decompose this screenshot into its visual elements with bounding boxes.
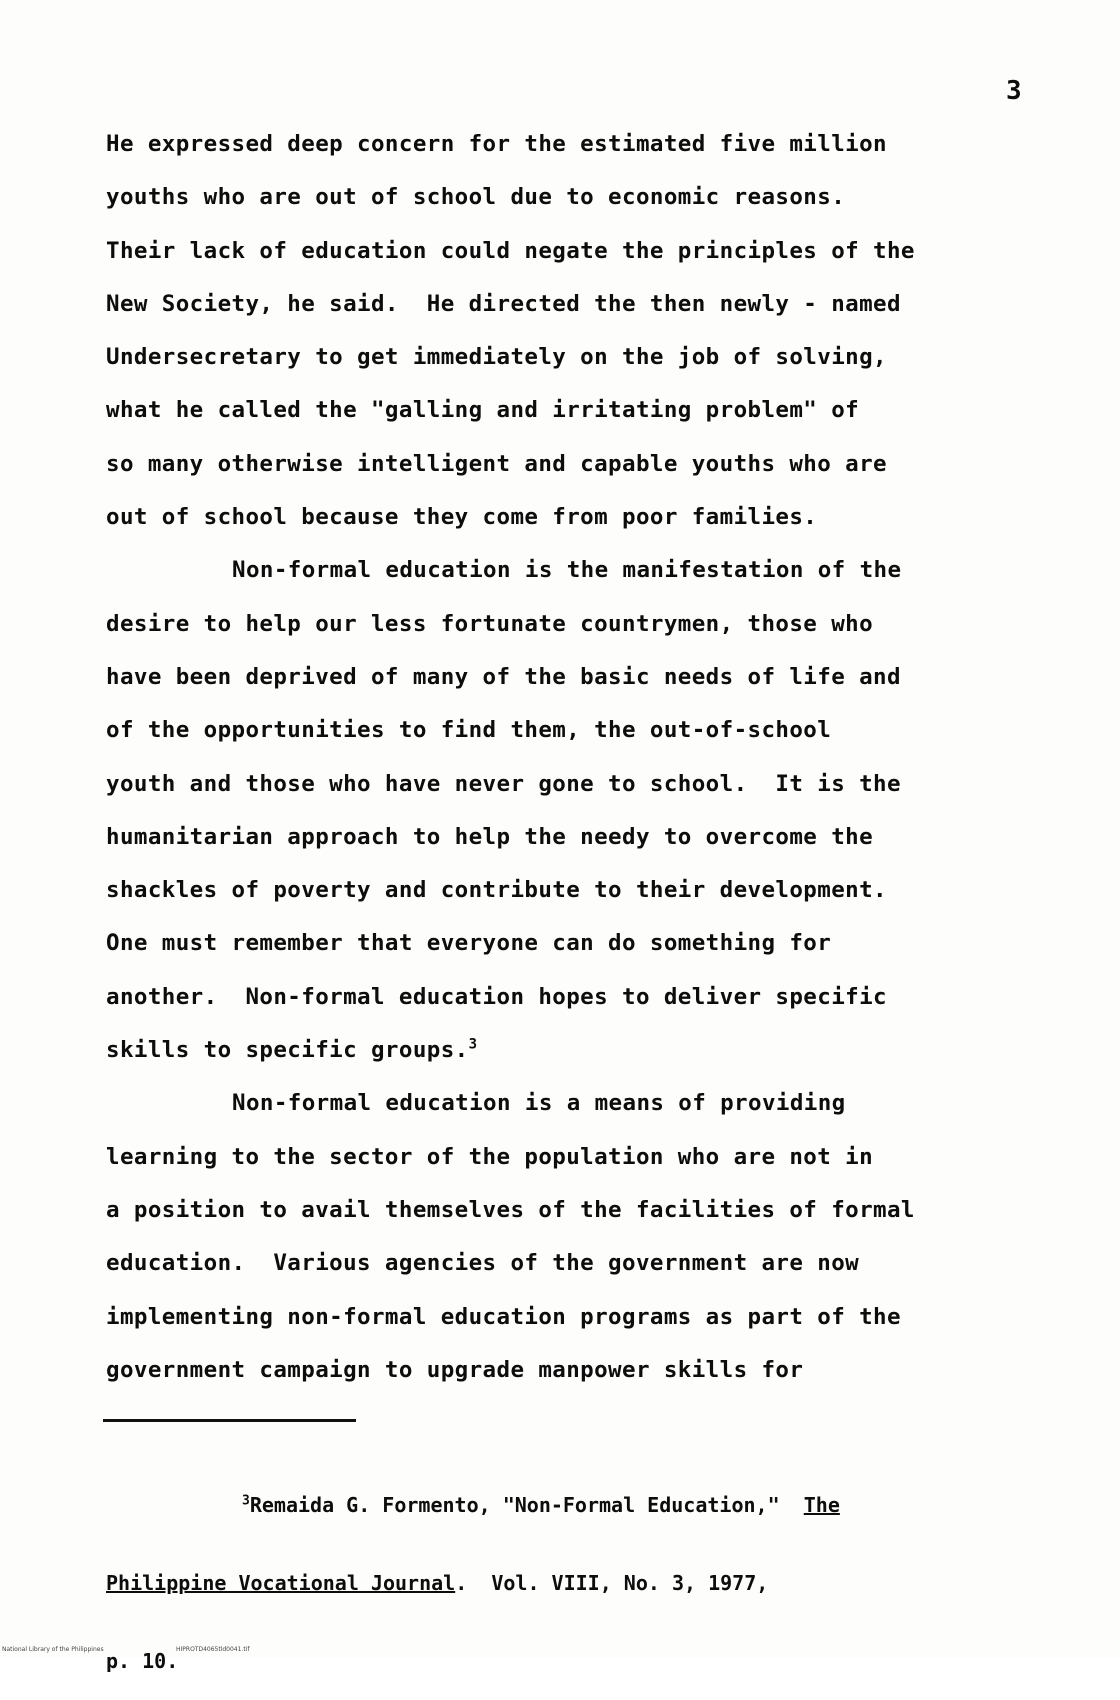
- footnote: [106, 1440, 1036, 1700]
- text-line: what he called the "galling and irritating problem" of: [106, 397, 860, 424]
- footnote-divider: [103, 1419, 356, 1422]
- text-line: so many otherwise intelligent and capable youths who are: [106, 450, 887, 477]
- footer-file: HIPROTD4065tld0041.tif: [176, 1646, 250, 1653]
- text-line: Undersecretary to get immediately on the job of solving,: [106, 344, 887, 371]
- text-line: government campaign to upgrade manpower skills for: [106, 1356, 804, 1383]
- text-line: Non-formal education is the manifestation of the: [232, 557, 902, 584]
- footer-library: National Library of the Philippines: [2, 1646, 104, 1653]
- text-line: humanitarian approach to help the needy to overcome the: [106, 823, 874, 850]
- text-line: youth and those who have never gone to school. It is the: [106, 770, 901, 797]
- text-line: another. Non-formal education hopes to deliver specific: [106, 983, 887, 1010]
- text-line: Their lack of education could negate the principles of the: [106, 237, 915, 264]
- text-line: of the opportunities to find them, the out-of-school: [106, 717, 832, 744]
- footnote-details: . Vol. VIII, No. 3, 1977,: [455, 1571, 769, 1595]
- footnote-line: [106, 1570, 1036, 1596]
- text-line: implementing non-formal education programs as part of the: [106, 1303, 901, 1330]
- text-line: education. Various agencies of the government are now: [106, 1250, 860, 1277]
- text-line: out of school because they come from poor families.: [106, 504, 818, 531]
- footnote-journal: Philippine Vocational Journal: [106, 1571, 456, 1595]
- text-line: One must remember that everyone can do something for: [106, 930, 832, 957]
- text-line: shackles of poverty and contribute to their development.: [106, 877, 887, 904]
- footnote-author: Remaida G. Formento, "Non-Formal Education,": [249, 1493, 780, 1517]
- text-line: [106, 1024, 1036, 1077]
- footnote-reference: 3: [468, 1036, 478, 1053]
- footnote-line: [106, 1492, 1036, 1518]
- text-line: have been deprived of many of the basic needs of life and: [106, 663, 901, 690]
- text-line: desire to help our less fortunate countrymen, those who: [106, 610, 874, 637]
- footnote-page: p. 10.: [106, 1649, 179, 1673]
- text-line: Non-formal education is a means of providing: [232, 1090, 846, 1117]
- body-text: [106, 118, 1036, 1397]
- text-line: youths who are out of school due to economic reasons.: [106, 184, 846, 211]
- text-line: a position to avail themselves of the facilities of formal: [106, 1196, 915, 1223]
- footnote-journal-start: The: [803, 1493, 840, 1517]
- text-line: learning to the sector of the population who are not in: [106, 1143, 874, 1170]
- text-line: He expressed deep concern for the estimated five million: [106, 131, 887, 157]
- footnote-mark: 3: [242, 1493, 250, 1509]
- text-line-content: skills to specific groups.: [106, 1037, 469, 1064]
- text-line: New Society, he said. He directed the then newly - named: [106, 290, 901, 317]
- page-number: 3: [1006, 76, 1022, 106]
